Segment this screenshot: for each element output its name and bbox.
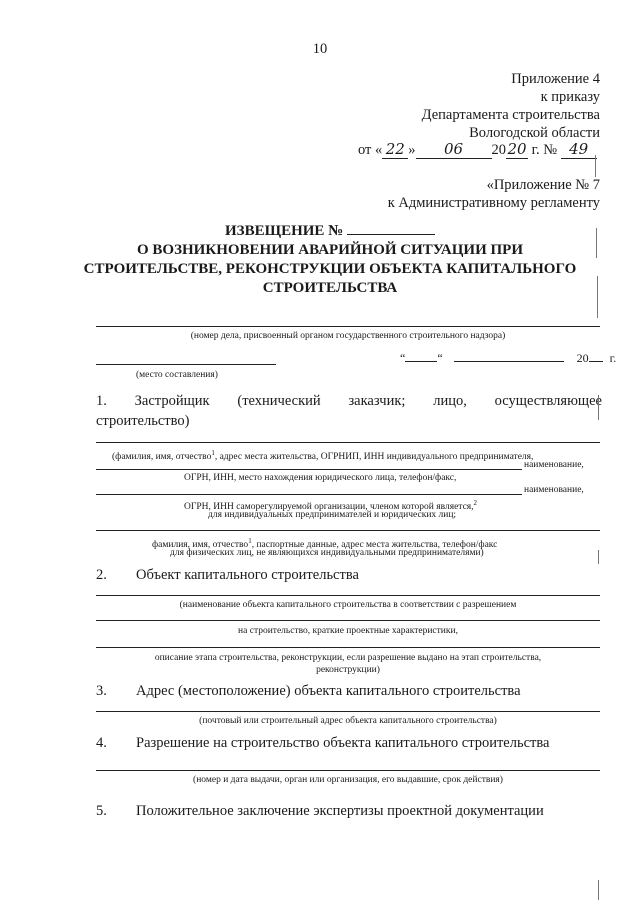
date-prefix: от « [358,142,383,158]
s3-caption: (почтовый или строительный адрес объекта капитального строительства) [199,716,497,726]
order-date-line [358,140,597,159]
s1-fill-line-1 [96,442,600,443]
s2-caption-4: реконструкции) [316,665,380,675]
s1-caption-6: для индивидуальных предпринимателей и юридических лиц; [208,510,457,520]
reglament-block [300,176,600,212]
section-4-label: Разрешение на строительство объекта капитального строительства [136,735,550,751]
department-line: Департамента строительства [421,107,600,123]
scan-mark [598,550,599,564]
section-1-line1: 1. Застройщик (технический заказчик; лицо, осуществляющее [96,393,602,409]
reglament-line2: к Административному регламенту [387,195,600,211]
date-g: г. № [531,142,558,158]
s3-fill-line [96,711,600,712]
s4-caption: (номер и дата выдачи, орган или организация, его выдавшие, срок действия) [193,775,503,785]
appendix-line: Приложение 4 [511,71,600,87]
s1-caption-1: (фамилия, имя, отчество$^1$, адрес места жительства, ОГРНИП, ИНН индивидуального предпринимателя, [112,449,534,463]
s1-fill-line-2 [96,469,522,470]
reglament-line1: «Приложение № 7 [486,177,600,193]
region-line: Вологодской области [469,125,600,141]
section-5-num: 5. [96,803,107,819]
date-year-prefix: 20 [491,142,507,158]
s1-caption-3: ОГРН, ИНН, место нахождения юридического лица, телефон/факс, [184,473,457,483]
s2-fill-line-3 [96,647,600,648]
title-line2: О ВОЗНИКНОВЕНИИ АВАРИЙНОЙ СИТУАЦИИ ПРИ [136,242,524,258]
date-day: 22 [382,140,408,159]
scan-mark [598,395,599,420]
scan-mark [598,880,599,900]
s1-caption-4: наименование, [524,485,584,495]
s1-fill-line-4 [96,530,600,531]
date-mid: » [408,142,416,158]
scan-mark [597,276,598,318]
date-month: 06 [416,140,492,159]
to-order-line: к приказу [540,89,600,105]
date-year-suffix: 20 [507,140,527,158]
s2-fill-line-1 [96,595,600,596]
title-line3: СТРОИТЕЛЬСТВЕ, РЕКОНСТРУКЦИИ ОБЪЕКТА КАПИТАЛЬНОГО [83,261,577,277]
s1-caption-2: наименование, [524,460,584,470]
s2-fill-line-2 [96,620,600,621]
document-title [40,222,620,298]
s4-fill-line [96,770,600,771]
section-5-label: Положительное заключение экспертизы проектной документации [136,803,544,819]
title-line4: СТРОИТЕЛЬСТВА [262,280,398,296]
section-2-num: 2. [96,567,107,583]
scan-mark [595,155,596,177]
s1-caption-8: для физических лиц, не являющихся индивидуальными предпринимателями) [170,548,484,558]
scan-mark [596,228,597,258]
section-4-num: 4. [96,735,107,751]
section-1-line2: строительство) [96,413,190,429]
section-3-num: 3. [96,683,107,699]
place-caption: (место составления) [136,370,218,380]
section-2-label: Объект капитального строительства [136,567,359,583]
order-number: 49 [561,140,597,159]
s2-caption-2: на строительство, краткие проектные характеристики, [238,626,458,636]
order-header [300,70,600,142]
case-number-line [96,326,600,327]
place-line [96,364,276,365]
s2-caption-3: описание этапа строительства, реконструкции, если разрешение выдано на этап строительства, [154,653,542,663]
section-1-num: 1. [96,393,107,409]
section-3-label: Адрес (местоположение) объекта капитального строительства [136,683,521,699]
s1-fill-line-3 [96,494,522,495]
s2-caption-1: (наименование объекта капитального строительства в соответствии с разрешением [179,600,517,610]
page-number: 10 [312,41,328,57]
place-date: “ “ 20 г. [400,351,617,365]
case-number-caption: (номер дела, присвоенный органом государственного строительного надзора) [190,331,506,341]
title-line1: ИЗВЕЩЕНИЕ № [40,222,620,241]
s1-caption-7: фамилия, имя, отчество$^1$, паспортные данные, адрес места жительства, телефон/факс [152,537,498,551]
s1-caption-5: ОГРН, ИНН саморегулируемой организации, членом которой является,$^2$ [184,499,478,513]
